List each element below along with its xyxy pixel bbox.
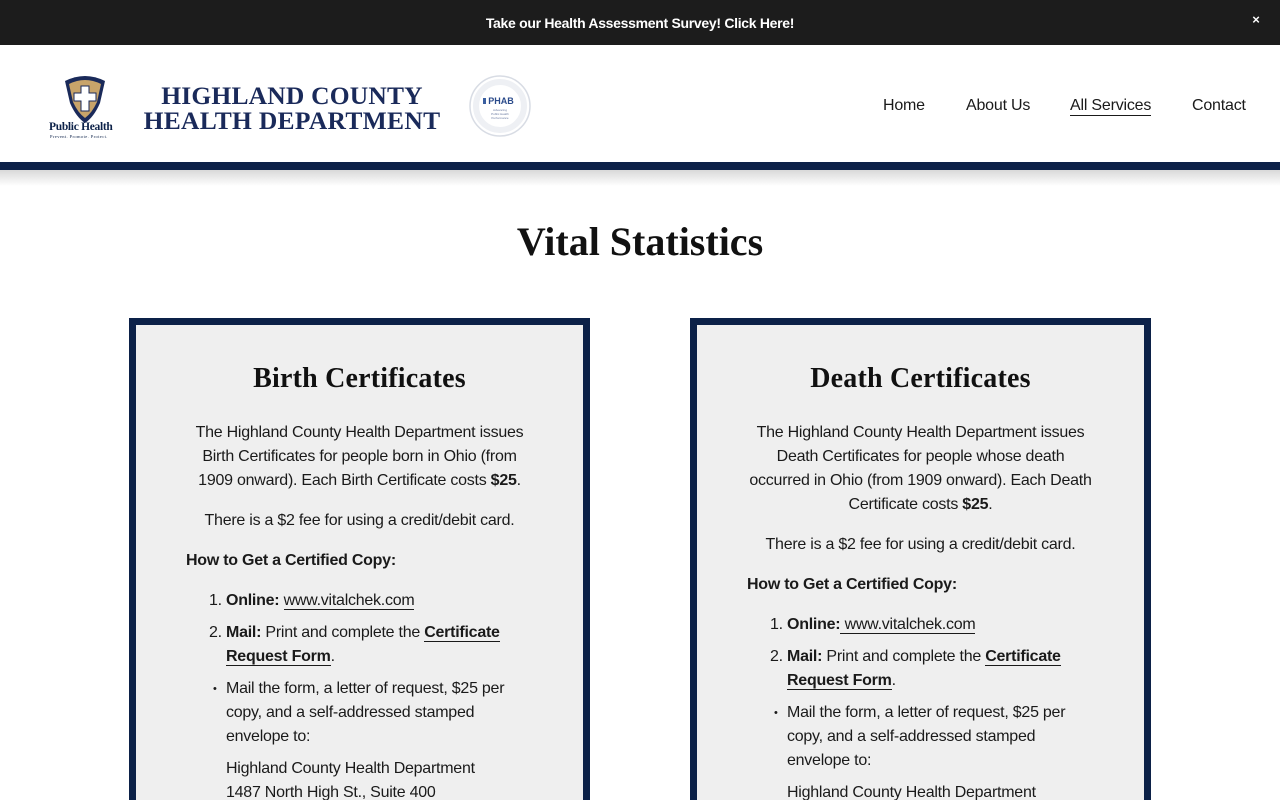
howto-heading: How to Get a Certified Copy: (186, 552, 396, 569)
svg-text:Advancing: Advancing (492, 108, 508, 112)
howto-heading: How to Get a Certified Copy: (747, 576, 957, 593)
card-fee-note: There is a $2 fee for using a credit/debit card. (204, 512, 515, 529)
phab-accreditation-badge-icon (468, 74, 532, 138)
nav-contact[interactable]: Contact (1192, 97, 1246, 114)
mail-instructions (747, 701, 1094, 773)
list-item-mail: 2. Mail: Print and complete the Certificate Request Form. (787, 645, 1094, 693)
mailing-address (747, 781, 1094, 800)
nav-about-us[interactable]: About Us (966, 97, 1031, 114)
card-title: Death Certificates (810, 363, 1031, 394)
mailing-address (186, 757, 533, 800)
mail-text: Print and complete the (826, 648, 986, 665)
certificate-request-form-link[interactable]: Certificate Request Form (787, 648, 1061, 689)
svg-text:PHAB: PHAB (488, 96, 514, 106)
mail-label: Mail: (787, 648, 823, 665)
public-health-tagline: Prevent. Promote. Protect. (50, 134, 108, 139)
mail-instructions (186, 677, 533, 749)
card-title: Birth Certificates (253, 363, 466, 394)
intro-text: The Highland County Health Department issues Birth Certificates for people born in Ohio (from 1909 onward). Each Birth Certificate costs (195, 424, 524, 489)
list-item-online (226, 589, 533, 613)
list-item-online (787, 613, 1094, 637)
online-label: Online: (787, 616, 841, 633)
death-certificates-card (690, 318, 1151, 800)
svg-text:Public Health: Public Health (491, 112, 509, 116)
site-header (0, 45, 1280, 162)
card-fee-note: There is a $2 fee for using a credit/debit card. (765, 536, 1076, 553)
mail-text: Print and complete the (265, 624, 425, 641)
public-health-wordmark: Public Health (49, 121, 113, 133)
card-intro: The Highland County Health Department issues Death Certificates for people whose death occurred in Ohio (from 1909 onward). Each Death Certificate costs $25. (749, 424, 1092, 513)
vitalchek-link[interactable] (840, 616, 975, 634)
svg-text:Performance: Performance (491, 116, 509, 120)
header-divider (0, 162, 1280, 170)
title-line-2: HEALTH DEPARTMENT (143, 106, 441, 135)
vitalchek-link[interactable]: www.vitalchek.com (283, 592, 415, 609)
nav-home[interactable]: Home (883, 97, 925, 114)
survey-link[interactable]: Take our Health Assessment Survey! Click Here! (485, 14, 795, 31)
birth-certificates-card (129, 318, 590, 800)
list-item-mail: 2. Mail: Print and complete the Certificate Request Form. (226, 621, 533, 669)
online-label: Online: (226, 592, 280, 609)
close-icon[interactable]: × (1252, 12, 1260, 27)
header-shadow (0, 170, 1280, 186)
address-line-1: Highland County Health Department (226, 760, 475, 777)
list-item: • Mail the form, a letter of request, $25 per copy, and a self-addressed stamped envelope to: (787, 701, 1094, 773)
card-intro: The Highland County Health Department issues Birth Certificates for people born in Ohio (from 1909 onward). Each Birth Certificate costs $25. (195, 424, 524, 489)
intro-text: The Highland County Health Department issues Death Certificates for people whose death occurred in Ohio (from 1909 onward). Each Death Certificate costs (749, 424, 1092, 513)
department-title[interactable] (140, 83, 444, 133)
address-line-1: Highland County Health Department (787, 784, 1036, 800)
cost-value: $25 (962, 496, 989, 513)
address-line-2: 1487 North High St., Suite 400 (226, 784, 436, 800)
howto-list (186, 589, 533, 669)
page-title: Vital Statistics (516, 219, 764, 264)
nav-all-services[interactable]: All Services (1070, 97, 1152, 114)
announcement-bar (0, 0, 1280, 45)
vitalchek-link-text: www.vitalchek.com (844, 616, 976, 633)
list-item: • Mail the form, a letter of request, $25 per copy, and a self-addressed stamped envelope to: (226, 677, 533, 749)
title-line-1: HIGHLAND COUNTY (161, 81, 423, 110)
certificate-request-form-link[interactable]: Certificate Request Form (226, 624, 500, 665)
mail-label: Mail: (226, 624, 262, 641)
howto-list (747, 613, 1094, 693)
cost-value: $25 (490, 472, 517, 489)
